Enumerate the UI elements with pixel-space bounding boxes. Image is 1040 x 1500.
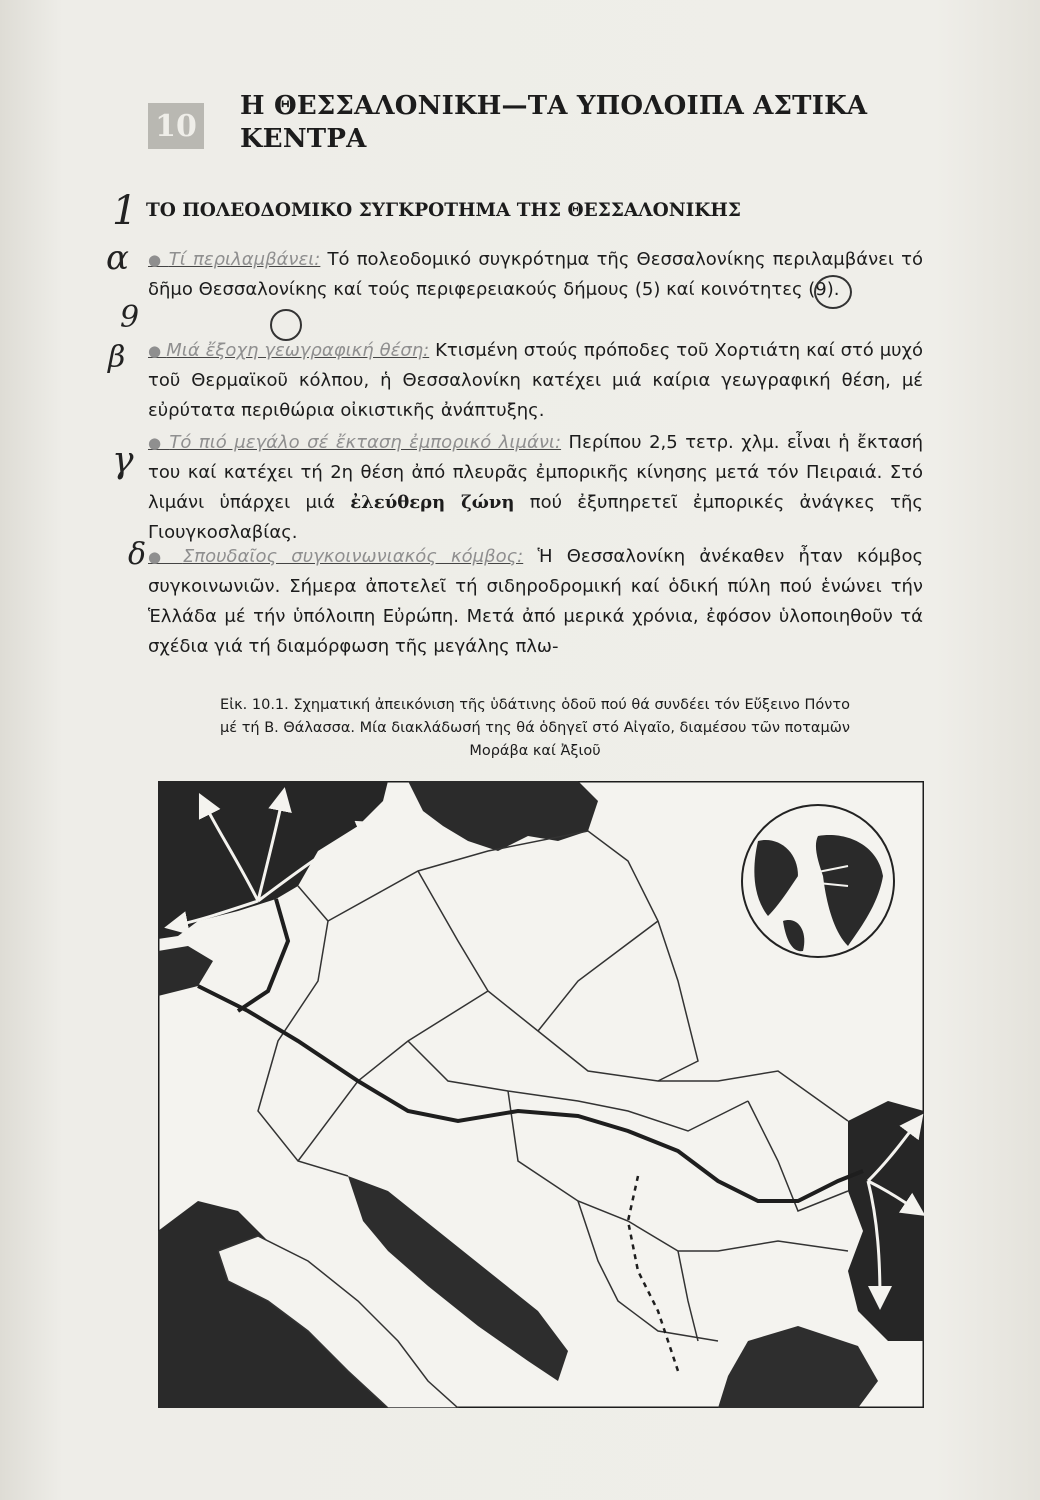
chapter-title (240, 90, 920, 156)
europe-map (158, 781, 924, 1408)
section-title: ΤΟ ΠΟΛΕΟΔΟΜΙΚΟ ΣΥΓΚΡΟΤΗΜΑ ΤΗΣ ΘΕΣΣΑΛΟΝΙΚΗΣ (146, 200, 741, 221)
chapter-title-line1: Η ΘΕΣΣΑΛΟΝΙΚΗ—ΤΑ ΥΠΟΛΟΙΠΑ ΑΣΤΙΚΑ (240, 91, 868, 121)
free-zone-term: ἐλεύθερη ζώνη (350, 492, 515, 513)
handwritten-mark-c: γ (112, 440, 134, 481)
paragraph-text: Τό πολεοδομικό συγκρότημα τῆς Θεσσαλονίκης περιλαμβάνει τό δῆμο Θεσσαλονίκης καί τούς περιφερειακούς δήμους (5) καί κοινότητες (9). (148, 249, 924, 300)
handwritten-mark-a: α (106, 238, 129, 278)
chapter-title-line2: ΚΕΝΤΡΑ (240, 124, 367, 154)
globe-inset (742, 805, 894, 957)
circle-annotation-five (814, 275, 852, 309)
black-sea (848, 1101, 924, 1341)
paragraph-lead: ● Τί περιλαμβάνει: (148, 249, 320, 270)
waterway-map-figure (158, 781, 924, 1408)
paragraph-text: πού ἐξυπηρετεῖ ἐμπορικές ἀνάγκες τῆς Γιουγκοσλαβίας. (148, 492, 923, 543)
paragraph-geographic-position (148, 336, 923, 426)
paragraph-lead: ● Μιά ἔξοχη γεωγραφική θέση: (148, 340, 429, 361)
caption-line1: Εἰκ. 10.1. Σχηματική ἀπεικόνιση τῆς ὑδάτινης ὁδοῦ πού θά συνδέει τόν Εὔξεινο Πόντο (220, 697, 850, 713)
paragraph-text: Ἡ Θεσσαλονίκη ἀνέκαθεν ἦταν κόμβος συγκοινωνιῶν. Σήμερα ἀποτελεῖ τή σιδηροδρομική καί ὁδική πύλη πού ἑνώνει τήν Ἑλλάδα μέ τήν ὑπόλοιπη Εὐρώπη. Μετά ἀπό μερικά χρόνια, ἐφόσον ὑλοποιηθοῦν τά σχέδια γιά τή διαμόρφωση τῆς μεγάλης πλω- (148, 546, 924, 657)
paragraph-includes (148, 245, 923, 305)
paragraph-lead: ● Τό πιό μεγάλο σέ ἔκταση ἐμπορικό λιμάνι: (148, 432, 561, 453)
handwritten-mark-d: δ (128, 537, 147, 572)
handwritten-section-number: 1 (112, 188, 138, 234)
figure-caption (150, 694, 920, 763)
chapter-number-badge: 10 (148, 103, 204, 149)
caption-line3: Μοράβα καί Ἀξιοῦ (469, 743, 601, 759)
paragraph-text: Κτισμένη στούς πρόποδες τοῦ Χορτιάτη καί στό μυχό τοῦ Θερμαϊκοῦ κόλπου, ἡ Θεσσαλονίκη κατέχει μιά καίρια γεωγραφική θέση, μέ εὐρύτατα περιθώρια οἰκιστικῆς ἀνάπτυξης. (148, 340, 923, 421)
paragraph-port (148, 428, 923, 548)
caption-line2: μέ τή Β. Θάλασσα. Μία διακλάδωσή της θά ὁδηγεῖ στό Αἰγαῖο, διαμέσου τῶν ποταμῶν (220, 720, 850, 736)
paragraph-text: Περίπου 2,5 τετρ. χλμ. εἶναι ἡ ἔκτασή του καί κατέχει τή 2η θέση ἀπό πλευρᾶς ἐμπορικῆς κίνησης μετά τόν Πειραιά. Στό λιμάνι ὑπάρχει μιά (148, 432, 924, 513)
paragraph-transport-hub (148, 542, 923, 662)
handwritten-mark-b: β (108, 340, 126, 375)
handwritten-mark-nine: 9 (120, 300, 140, 335)
paragraph-lead: ● Σπουδαῖος συγκοινωνιακός κόμβος: (148, 546, 523, 567)
